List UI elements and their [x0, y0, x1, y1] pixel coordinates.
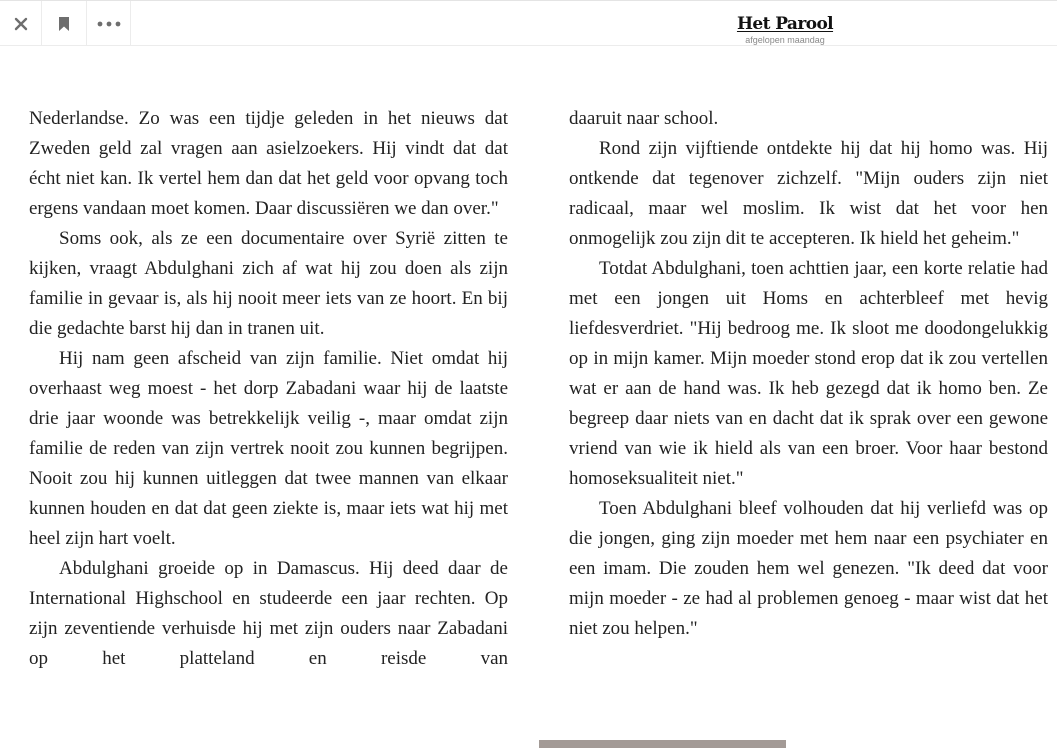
- article-paragraph: Soms ook, als ze een documentaire over Syrië zitten te kijken, vraagt Abdulghani zich af wat hij zou doen als zijn familie in gevaar is, als hij nooit meer iets van ze hoort. En bij die gedachte barst hij dan in tranen uit.: [29, 228, 508, 339]
- more-horizontal-icon: [97, 21, 121, 27]
- bookmark-button[interactable]: [42, 1, 87, 46]
- reader-toolbar: [0, 0, 1057, 46]
- article-column-right: [569, 104, 1048, 644]
- article-paragraph: Abdulghani groeide op in Damascus. Hij deed daar de International Highschool en studeerde een jaar rechten. Op zijn zeventiende verhuisde hij met zijn ouders naar Zabadani op het platteland en reisde van: [29, 558, 508, 669]
- article-paragraph: Toen Abdulghani bleef volhouden dat hij verliefd was op die jongen, ging zijn moeder met hem naar een psychiater en een imam. Die zouden hem wel genezen. "Ik deed dat voor mijn moeder - ze had al problemen genoeg - maar wist dat het niet zou helpen.": [569, 498, 1048, 639]
- close-button[interactable]: [0, 1, 42, 46]
- more-options-button[interactable]: [87, 1, 131, 46]
- article-paragraph: Rond zijn vijftiende ontdekte hij dat hij homo was. Hij ontkende dat tegenover zichzelf. "Mijn ouders zijn niet radicaal, maar wel moslim. Ik wist dat het voor hen onmogelijk zou zijn dit te accepteren. Ik hield het geheim.": [569, 138, 1048, 249]
- publication-date: afgelopen maandag: [745, 35, 825, 45]
- article-paragraph: Totdat Abdulghani, toen achttien jaar, een korte relatie had met een jongen uit Homs en achterbleef met hevig liefdesverdriet. "Hij bedroog me. Ik sloot me doodongelukkig op in mijn kamer. Mijn moeder stond erop dat ik zou vertellen wat er aan de hand was. Ik heb gezegd dat ik homo ben. Ze begreep daar niets van en dacht dat ik sprak over een gewone vriend van wie ik hield als van een broer. Voor haar bestond homoseksualiteit niet.": [569, 258, 1048, 489]
- publication-title: Het Parool: [736, 14, 834, 34]
- publication-brand[interactable]: [700, 14, 870, 46]
- article-paragraph: daaruit naar school.: [569, 108, 719, 129]
- close-icon: [14, 17, 28, 31]
- reading-progress-indicator[interactable]: [539, 740, 786, 748]
- article-column-left: [29, 104, 508, 674]
- article-paragraph: Hij nam geen afscheid van zijn familie. Niet omdat hij overhaast weg moest - het dorp Zabadani waar hij de laatste drie jaar woonde was betrekkelijk veilig -, maar omdat zijn familie de reden van zijn vertrek nooit zou kunnen begrijpen. Nooit zou hij kunnen uitleggen dat twee mannen van elkaar kunnen houden en dat dat geen ziekte is, maar iets wat hij met heel zijn hart voelt.: [29, 348, 508, 549]
- article-paragraph: Nederlandse. Zo was een tijdje geleden in het nieuws dat Zweden geld zal vragen aan asielzoekers. Hij vindt dat dat écht niet kan. Ik vertel hem dan dat het geld voor opvang toch ergens vandaan moet komen. Daar discussiëren we dan over.": [29, 108, 508, 219]
- bookmark-icon: [58, 16, 70, 32]
- reading-progress-bar[interactable]: [0, 740, 1057, 748]
